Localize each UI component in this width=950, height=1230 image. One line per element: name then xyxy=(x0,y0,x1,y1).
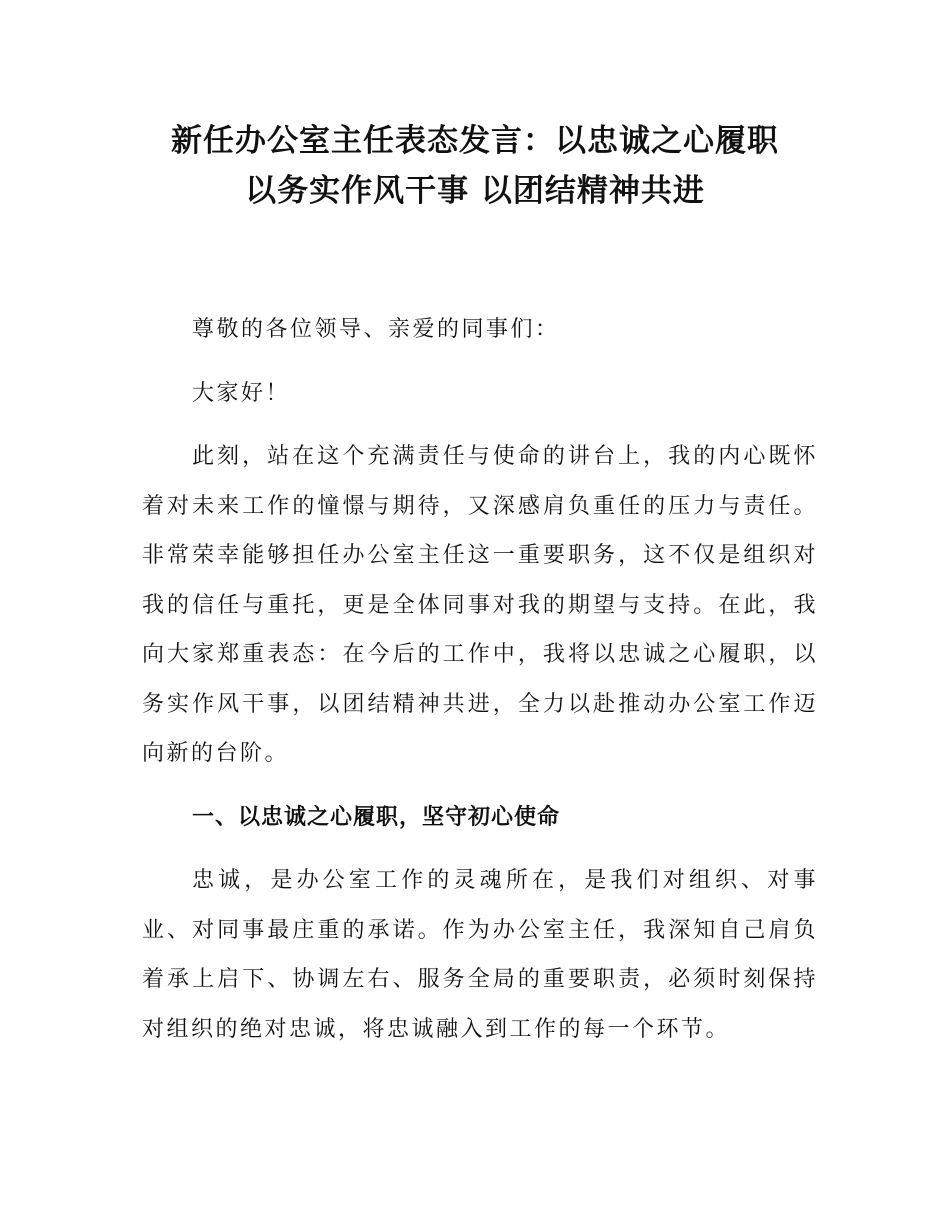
salutation: 尊敬的各位领导、亲爱的同事们： xyxy=(192,317,560,342)
title-line-1: 新任办公室主任表态发言：以忠诚之心履职 xyxy=(171,123,779,159)
document-body xyxy=(142,305,818,1068)
intro-paragraph: 此刻，站在这个充满责任与使命的讲台上，我的内心既怀着对未来工作的憧憬与期待，又深感肩负重任的压力与责任。非常荣幸能够担任办公室主任这一重要职务，这不仅是组织对我的信任与重托，更是全体同事对我的期望与支持。在此，我向大家郑重表态：在今后的工作中，我将以忠诚之心履职，以务实作风干事，以团结精神共进，全力以赴推动办公室工作迈向新的台阶。 xyxy=(142,444,818,766)
title-line-2: 以务实作风干事 以团结精神共进 xyxy=(245,173,705,209)
greeting: 大家好！ xyxy=(192,380,291,406)
section-1-paragraph: 忠诚，是办公室工作的灵魂所在，是我们对组织、对事业、对同事最庄重的承诺。作为办公室主任，我深知自己肩负着承上启下、协调左右、服务全局的重要职责，必须时刻保持对组织的绝对忠诚，将忠诚融入到工作的每一个环节。 xyxy=(142,868,818,1042)
document-title xyxy=(100,116,850,216)
section-1-heading: 一、以忠诚之心履职，坚守初心使命 xyxy=(192,804,561,830)
